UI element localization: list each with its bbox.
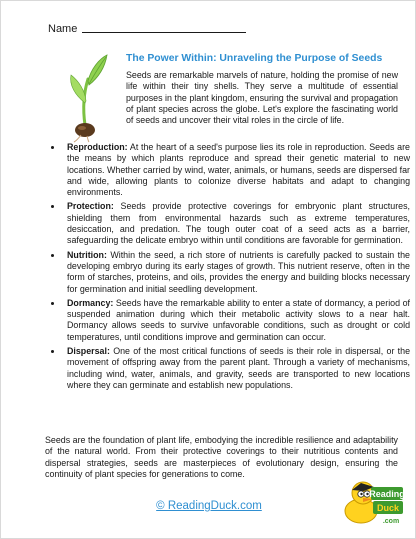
list-item-reproduction [63, 142, 410, 198]
bullet-text: Within the seed, a rich store of nutrients is carefully packed to sustain the developing embryo during its early stages of growth. This nutrient reserve, often in the form of starches, proteins, and oils, provides the energy and building blocks necessary for germination and initial seedling development. [67, 249, 410, 294]
list-item-protection [63, 201, 410, 246]
bullet-term: Nutrition: [67, 249, 107, 260]
readingduck-logo [341, 471, 405, 529]
seed-sprout-illustration [61, 51, 121, 143]
bullet-term: Reproduction: [67, 142, 128, 152]
bullet-text: Seeds have the remarkable ability to enter a state of dormancy, a period of suspended animation during which their metabolic activity slows to a near halt. Dormancy allows seeds to survive unfavorable conditions, such as drought or cold temperatures, until conditions improve and germination can occur. [67, 297, 410, 342]
article-title: The Power Within: Unraveling the Purpose of Seeds [126, 53, 383, 64]
intro-paragraph: Seeds are remarkable marvels of nature, holding the promise of new life within their tiny shells. They serve a multitude of essential purposes in the plant kingdom, ensuring the survival and propagation of plant species across the globe. Let's explore the fascinating world of seeds and uncover their vital roles in the circle of life. [126, 70, 398, 126]
list-item-dispersal [63, 346, 410, 391]
bullet-term: Protection: [67, 201, 114, 212]
logo-word-com: .com [382, 518, 400, 525]
list-item-dormancy [63, 298, 410, 343]
bullet-text: One of the most critical functions of seeds is their role in dispersal, or the movement of offspring away from the parent plant. Through a variety of mechanisms, including wind, water, animals, and gravity, seeds are transported to new locations where they can germinate and establish new populations. [67, 346, 410, 390]
readingduck-link[interactable]: © ReadingDuck.com [156, 500, 262, 512]
logo-word-reading: Reading [369, 489, 405, 499]
bullet-text: At the heart of a seed's purpose lies its role in reproduction. Seeds are the means by which plants reproduce and spread their genetic material to new locations. Whether carried by wind, water, animals, or humans, seeds are dispersed far and wide, allowing plants to colonize diverse habitats and adapt to changing environments. [67, 142, 410, 198]
purpose-list [51, 142, 410, 394]
name-field[interactable] [48, 23, 246, 35]
conclusion-paragraph: Seeds are the foundation of plant life, embodying the incredible resilience and adaptability of the natural world. From their protective coverings to their nutritious contents and dispersal strategies, seeds are masterpieces of evolutionary design, ensuring the continuity of plant species for generations to come. [45, 435, 398, 479]
name-underline[interactable] [82, 31, 246, 33]
list-item-nutrition [63, 250, 410, 295]
name-label: Name [48, 23, 78, 35]
bullet-text: Seeds provide protective coverings for embryonic plant structures, shielding them from environmental hazards such as extreme temperatures, desiccation, and predation. The tough outer coat of a seed acts as a barrier, safeguarding the delicate embryo within until conditions are favorable for germination. [67, 201, 410, 246]
logo-word-duck: Duck [376, 503, 400, 513]
bullet-term: Dormancy: [67, 297, 114, 308]
bullet-term: Dispersal: [67, 346, 110, 357]
